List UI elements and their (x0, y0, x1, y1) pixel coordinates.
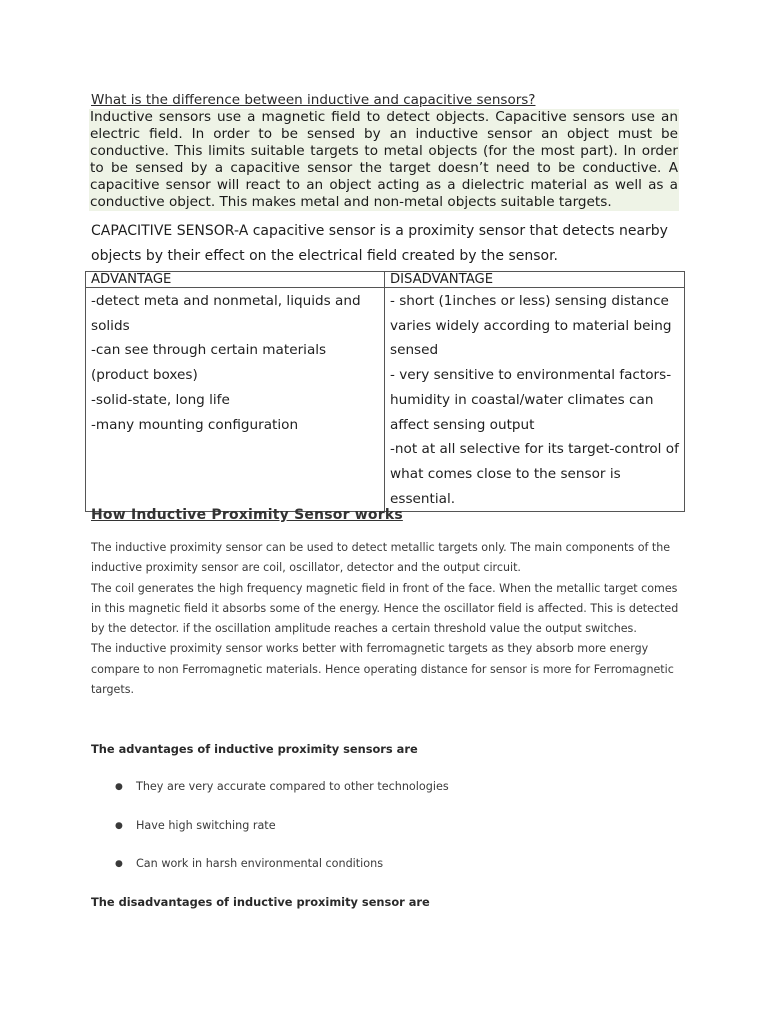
advantage-disadvantage-table (85, 271, 685, 512)
advantage-cell (86, 288, 385, 512)
intro-paragraph: Inductive sensors use a magnetic field to detect objects. Capacitive sensors use an electric field. In order to be sensed by an inductive sensor an object must be conductive. This limits suitable targets to metal objects (for the most part). In order to be sensed by a capacitive sensor the target doesn’t need to be conductive. A capacitive sensor will react to an object acting as a dielectric material as well as a conductive object. This makes metal and non-metal objects suitable targets. (90, 109, 678, 210)
disadvantage-item: - very sensitive to environmental factors-humidity in coastal/water climates can affect sensing output (390, 367, 672, 433)
body-paragraph: The coil generates the high frequency magnetic field in front of the face. When the metallic target comes in this magnetic field it absorbs some of the energy. Hence the oscillator field is affected. This is detected by the detector. if the oscillation amplitude reaches a certain threshold value the output switches. (91, 581, 679, 636)
disadvantage-cell (385, 288, 685, 512)
body-paragraph: The inductive proximity sensor works better with ferromagnetic targets as they absorb more energy compare to non Ferromagnetic materials. Hence operating distance for sensor is more for Ferromagnetic targets. (91, 642, 674, 697)
list-item-text: Can work in harsh environmental conditions (136, 857, 384, 870)
bullet-icon: ● (115, 782, 123, 792)
list-item-text: They are very accurate compared to other technologies (136, 780, 449, 793)
how-it-works-heading: How Inductive Proximity Sensor works (91, 507, 403, 523)
advantage-header: ADVANTAGE (86, 272, 385, 288)
list-item (115, 818, 276, 834)
disadvantage-item: -not at all selective for its target-control of what comes close to the sensor is essential. (390, 441, 679, 507)
advantage-item: -can see through certain materials (product boxes) (91, 342, 327, 384)
list-item (115, 779, 449, 795)
list-item-text: Have high switching rate (136, 819, 276, 832)
body-paragraph: The inductive proximity sensor can be used to detect metallic targets only. The main components of the inductive proximity sensor are coil, oscillator, detector and the output circuit. (91, 541, 671, 575)
bullet-icon: ● (115, 821, 123, 831)
disadvantage-header: DISADVANTAGE (385, 272, 685, 288)
capacitive-definition: CAPACITIVE SENSOR-A capacitive sensor is a proximity sensor that detects nearby objects by their effect on the electrical field created by the sensor. (91, 223, 668, 264)
advantage-item: -detect meta and nonmetal, liquids and solids (91, 293, 361, 334)
how-it-works-body (91, 538, 691, 700)
question-heading: What is the difference between inductive and capacitive sensors? (91, 92, 536, 108)
advantage-item: -many mounting configuration (91, 416, 299, 433)
disadvantage-item: - short (1inches or less) sensing distance varies widely according to material being sensed (390, 293, 672, 359)
bullet-icon: ● (115, 859, 123, 869)
disadvantages-heading: The disadvantages of inductive proximity sensor are (91, 895, 430, 909)
advantage-item: -solid-state, long life (91, 391, 230, 408)
advantages-heading: The advantages of inductive proximity sensors are (91, 742, 418, 756)
list-item (115, 856, 383, 872)
